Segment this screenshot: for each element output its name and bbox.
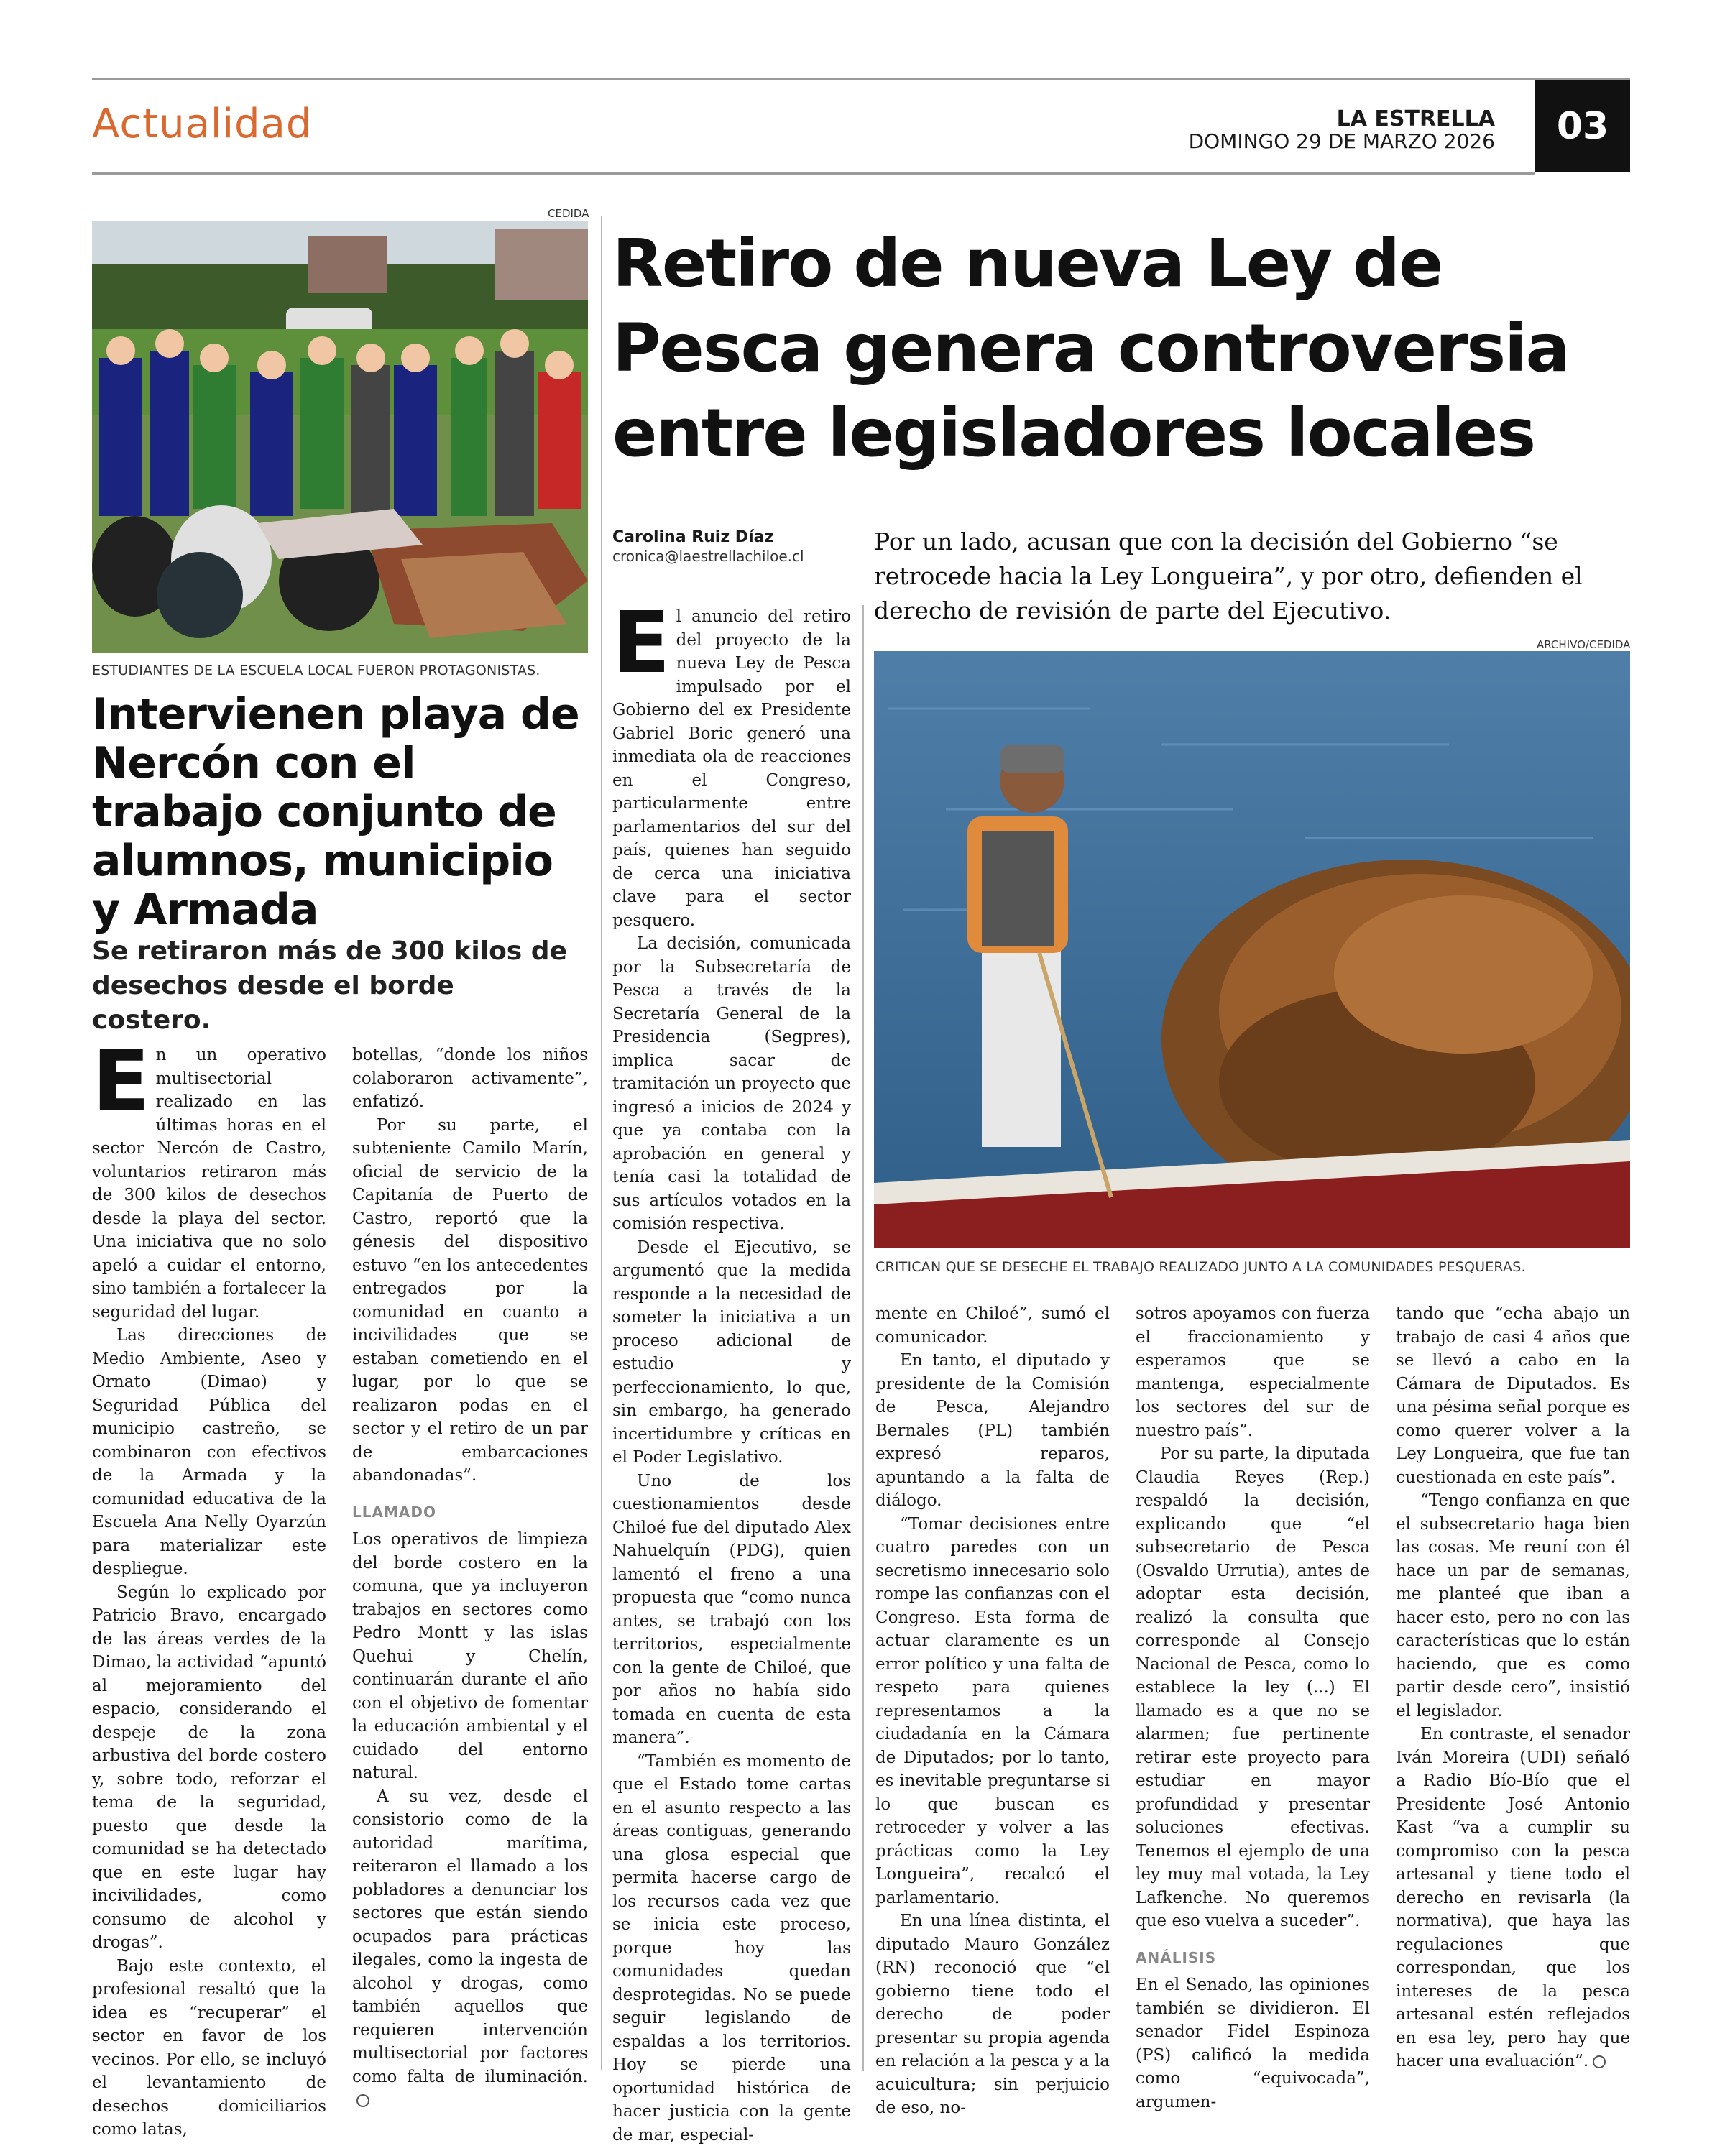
newspaper-name: LA ESTRELLA [1336, 106, 1495, 132]
main-column-4 [1396, 1302, 1630, 2073]
main-paragraph: “También es momento de que el Estado tome cartas en el asunto respecto a las áreas contiguas, generando una glosa especial que permita hacerse cargo de los recursos cada vez que se inicia este proceso, porque hoy las comunidades quedan desprotegidas. No se puede seguir legislando de espaldas a los territorios. Hoy se pierde una oportunidad histórica de hacer justicia con la gente de mar, especial- [612, 1751, 851, 2145]
main-headline: Retiro de nueva Ley de Pesca genera controversia entre legisladores locales [612, 225, 1569, 471]
column-divider [601, 216, 602, 2070]
top-rule [92, 78, 1630, 80]
main-paragraph: “Tengo confianza en que el subsecretario haga bien las cosas. Me reuní con él hace un par de semanas, me planteé que iban a hacer esto, pero no con las características que lo están haciendo, que es como partir desde cero”, insistió el legislador. [1396, 1491, 1630, 1720]
page-number: 03 [1535, 80, 1630, 172]
main-paragraph: En una línea distinta, el diputado Mauro González (RN) reconoció que “el gobierno tiene todo el derecho de poder presentar su propia agenda en relación a la pesca y a la acuicultura; sin perjuicio de eso, no- [875, 1912, 1110, 2117]
main-kicker: ANÁLISIS [1136, 1948, 1217, 1966]
left-paragraph: Por su parte, el subteniente Camilo Marín, oficial de servicio de la Capitanía de Puerto de Castro, reportó que la génesis del dispositivo estuvo “en los antecedentes entregados por la comunidad en cuanto a incivilidades que se estaban cometiendo en el lugar, por lo que se realizaron podas en el sector y el retiro de un par de embarcaciones abandonadas”. [352, 1115, 588, 1485]
main-column-2 [875, 1302, 1110, 2120]
left-column-1 [92, 1031, 326, 2142]
left-paragraph: Las direcciones de Medio Ambiente, Aseo y Ornato (Dimao) y Seguridad Pública del municipio castreño, se combinaron con efectivos de la Armada y la comunidad educativa de la Escuela Ana Nelly Oyarzún para materializar este despliegue. [92, 1326, 326, 1578]
main-paragraph: l anuncio del retiro del proyecto de la nueva Ley de Pesca impulsado por el Gobierno del ex Presidente Gabriel Boric generó una inmediata ola de reacciones en el Congreso, particularmente entre parlamentarios del sur del país, quienes han seguido de cerca una iniciativa clave para el sector pesquero. [612, 607, 851, 930]
column-divider [862, 605, 864, 2071]
author-email: cronica@laestrellachiloe.cl [612, 548, 804, 565]
main-paragraph: mente en Chiloé”, sumó el comunicador. [875, 1304, 1110, 1347]
end-mark-icon [1593, 2055, 1606, 2068]
left-paragraph: Los operativos de limpieza del borde costero en la comuna, que ya incluyeron trabajos en sectores como Pedro Montt y las islas Quehui y Chelín, continuarán durante el año con el objetivo de fomentar la educación ambiental y el cuidado del entorno natural. [352, 1530, 588, 1782]
left-photo-credit: CEDIDA [548, 207, 589, 220]
header-rule [92, 172, 1535, 175]
main-photo-credit: ARCHIVO/CEDIDA [1537, 638, 1631, 651]
left-paragraph: Bajo este contexto, el profesional resaltó que la idea es “recuperar” el sector en favor de los vecinos. Por ello, se incluyó el levantamiento de desechos domiciliarios como latas, [92, 1956, 326, 2139]
students-photo [92, 221, 588, 653]
main-paragraph: Uno de los cuestionamientos desde Chiloé fue del diputado Alex Nahuelquín (PDG), quien lamentó el freno a una propuesta que “como nunca antes, se trabajó con los territorios, especialmente con la gente de Chiloé, que por años no había sido tomada en cuenta de esta manera”. [612, 1471, 851, 1747]
left-drop-cap: E [92, 1031, 150, 1130]
left-paragraph: botellas, “donde los niños colaboraron activamente”, enfatizó. [352, 1046, 588, 1111]
fisherman-photo [874, 651, 1630, 1248]
main-paragraph: La decisión, comunicada por la Subsecretaría de Pesca a través de la Secretaría General de la Presidencia (Segpres), implica sacar de tramitación un proyecto que ingresó a inicios de 2024 y que ya contaba con la aprobación en general y tenía casi la totalidad de sus artículos votados en la comisión respectiva. [612, 934, 851, 1233]
main-column-1 [612, 593, 851, 2147]
left-paragraph: Según lo explicado por Patricio Bravo, encargado de las áreas verdes de la Dimao, la actividad “apuntó al mejoramiento del espacio, considerando el despeje de la zona arbustiva del borde costero y, sobre todo, reforzar el tema de la seguridad, puesto que desde la comunidad se ha detectado que en este lugar hay incivilidades, como consumo de alcohol y drogas”. [92, 1583, 326, 1952]
left-kicker: LLAMADO [352, 1503, 436, 1521]
author-name: Carolina Ruiz Díaz [612, 528, 774, 546]
left-photo-caption: ESTUDIANTES DE LA ESCUELA LOCAL FUERON PROTAGONISTAS. [92, 663, 540, 678]
end-mark-icon [356, 2094, 369, 2107]
main-paragraph: tando que “echa abajo un trabajo de casi 4 años que se llevó a cabo en la Cámara de Diputados. Es una pésima señal porque es como querer volver a la Ley Longueira, que fue tan cuestionada en este país”. [1396, 1304, 1630, 1487]
main-paragraph: sotros apoyamos con fuerza el fraccionamiento y esperamos que se mantenga, especialmente los sectores del sur de nuestro país”. [1136, 1304, 1370, 1440]
main-column-3 [1136, 1302, 1370, 2114]
main-paragraph: Por su parte, la diputada Claudia Reyes (Rep.) respaldó la decisión, explicando que “el subsecretario de Pesca (Osvaldo Urrutia), antes de adoptar esta decisión, realizó la consulta que corresponde al Consejo Nacional de Pesca, como lo establece la ley (...) El llamado es a que no se alarmen; fue pertinente retirar este proyecto para estudiar en mayor profundidad y presentar soluciones efectivas. Tenemos el ejemplo de una ley muy mal votada, la Ley Lafkenche. No queremos que eso vuelva a suceder”. [1136, 1445, 1370, 1930]
main-paragraph: “Tomar decisiones entre cuatro paredes con un secretismo innecesario solo rompe las confianzas con el Congreso. Esta forma de actuar claramente es un error político y una falta de respeto para quienes representamos a la ciudadanía en la Cámara de Diputados; por lo tanto, es inevitable preguntarse si lo que buscan es retroceder y volver a las prácticas como la Ley Longueira”, recalcó el parlamentario. [875, 1514, 1110, 1907]
main-paragraph: Desde el Ejecutivo, se argumentó que la medida responde a la necesidad de someter la iniciativa a un proceso adicional de estudio y perfeccionamiento, lo que, sin embargo, ha generado incertidumbre y críticas en el Poder Legislativo. [612, 1238, 851, 1467]
left-subhead: Se retiraron más de 300 kilos de desechos desde el borde costero. [92, 936, 567, 1035]
main-paragraph: En contraste, el senador Iván Moreira (UDI) señaló a Radio Bío-Bío que el Presidente José Antonio Kast “va a cumplir su compromiso con la pesca artesanal y tiene todo el derecho en revisarla (la normativa), que haya las regulaciones que correspondan, que los intereses de la pesca artesanal estén reflejados en esa ley, pero hay que hacer una evaluación”. [1396, 1725, 1630, 2070]
main-paragraph: En el Senado, las opiniones también se dividieron. El senador Fidel Espinoza (PS) calificó la medida como “equivocada”, argumen- [1136, 1976, 1370, 2111]
main-deck: Por un lado, acusan que con la decisión del Gobierno “se retrocede hacia la Ley Longueira”, y por otro, defienden el derecho de revisión de parte del Ejecutivo. [874, 528, 1583, 625]
issue-date: DOMINGO 29 DE MARZO 2026 [1188, 129, 1495, 153]
left-column-2 [352, 1044, 588, 2112]
main-drop-cap: E [612, 593, 671, 692]
left-paragraph: n un operativo multisectorial realizado en las últimas horas en el sector Nercón de Castro, voluntarios retiraron más de 300 kilos de desechos desde la playa del sector. Una iniciativa que no solo apeló a cuidar el entorno, sino también a fortalecer la seguridad del lugar. [92, 1046, 326, 1322]
main-paragraph: En tanto, el diputado y presidente de la Comisión de Pesca, Alejandro Bernales (PL) también expresó reparos, apuntando a la falta de diálogo. [875, 1351, 1110, 1510]
left-headline: Intervienen playa de Nercón con el trabajo conjunto de alumnos, municipio y Armada [92, 689, 579, 935]
section-label: Actualidad [92, 101, 313, 147]
main-photo-caption: CRITICAN QUE SE DESECHE EL TRABAJO REALIZADO JUNTO A LA COMUNIDADES PESQUERAS. [875, 1259, 1526, 1275]
left-paragraph: A su vez, desde el consistorio como de la autoridad marítima, reiteraron el llamado a los pobladores a denunciar los sectores que están siendo ocupados para prácticas ilegales, como la ingesta de alcohol y drogas, como también aquellos que requieren intervención multisectorial por factores como falta de iluminación. [352, 1787, 588, 2086]
